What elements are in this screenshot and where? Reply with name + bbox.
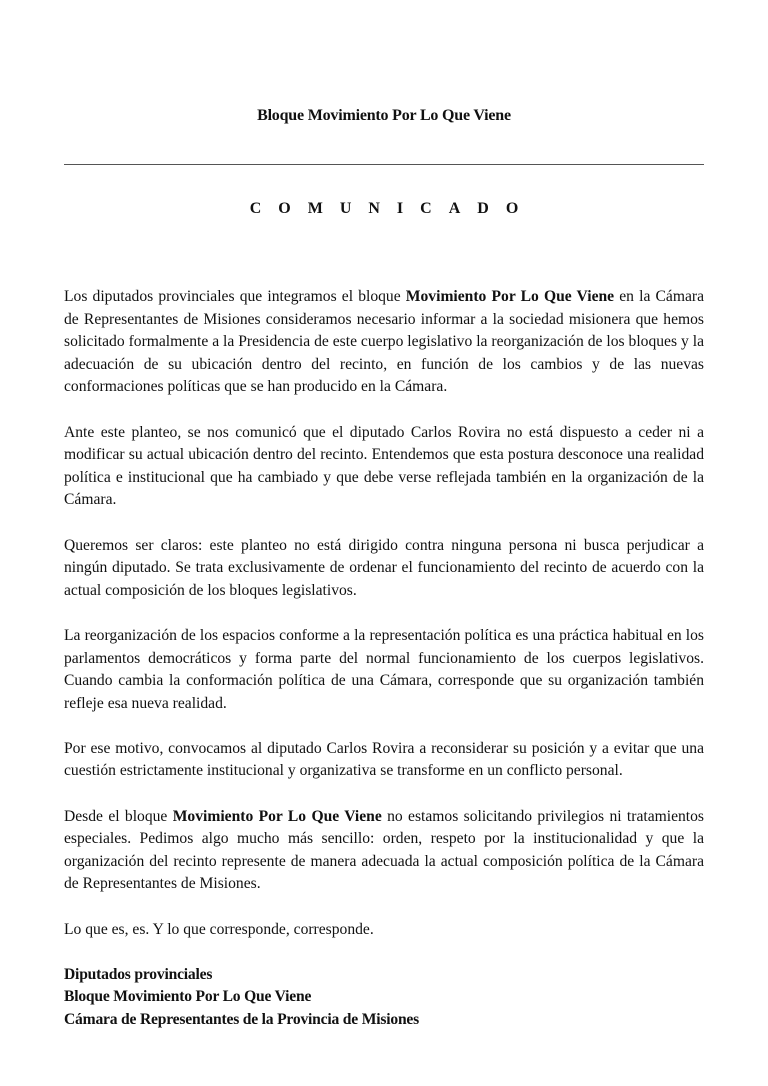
signature-block bbox=[64, 964, 704, 1032]
document-body bbox=[64, 286, 704, 1032]
paragraph-1-text-a: Los diputados provinciales que integramos el bloque bbox=[64, 288, 406, 305]
paragraph-1-bloc-name: Movimiento Por Lo Que Viene bbox=[405, 288, 615, 305]
paragraph-3: Queremos ser claros: este planteo no está dirigido contra ninguna persona ni busca perjudicar a ningún diputado. Se trata exclusivamente de ordenar el funcionamiento del recinto de acuerdo con la actual composición de los bloques legislativos. bbox=[64, 536, 704, 599]
paragraph-6-text-b: no estamos solicitando privilegios ni tratamientos especiales. Pedimos algo mucho más sencillo: orden, respeto por la institucionalidad y que la organización del recinto represente de manera adecuada la actual composición política de la Cámara de Representantes de Misiones. bbox=[64, 807, 704, 893]
paragraph-6-text-a: Desde el bloque bbox=[64, 807, 173, 825]
paragraph-2: Ante este planteo, se nos comunicó que el diputado Carlos Rovira no está dispuesto a ceder ni a modificar su actual ubicación dentro del recinto. Entendemos que esta postura desconoce una realidad política e institucional que ha cambiado y que debe verse reflejada también en la organización de la Cámara. bbox=[64, 423, 704, 509]
paragraph-1-text-b: en la Cámara de Representantes de Misiones consideramos necesario informar a la sociedad misionera que hemos solicitado formalmente a la Presidencia de este cuerpo legislativo la reorganización de los bloques y la adecuación de su ubicación dentro del recinto, en función de los cambios y de las nuevas conformaciones políticas que se han producido en la Cámara. bbox=[64, 288, 705, 396]
signature-line-1: Diputados provinciales bbox=[64, 965, 213, 983]
paragraph-1 bbox=[64, 286, 704, 399]
document-heading: COMUNICADO bbox=[249, 200, 536, 217]
header-divider bbox=[64, 164, 704, 165]
paragraph-6 bbox=[64, 806, 704, 896]
bloc-name-header: Bloque Movimiento Por Lo Que Viene bbox=[257, 107, 511, 124]
paragraph-4: La reorganización de los espacios conforme a la representación política es una práctica habitual en los parlamentos democráticos y forma parte del normal funcionamiento de los cuerpos legislativos. Cuando cambia la conformación política de una Cámara, corresponde que su organización también refleje esa nueva realidad. bbox=[64, 626, 704, 712]
signature-line-3: Cámara de Representantes de la Provincia de Misiones bbox=[64, 1011, 420, 1028]
signature-line-2: Bloque Movimiento Por Lo Que Viene bbox=[64, 988, 312, 1006]
paragraph-6-bloc-name: Movimiento Por Lo Que Viene bbox=[172, 807, 382, 825]
paragraph-5: Por ese motivo, convocamos al diputado Carlos Rovira a reconsiderar su posición y a evitar que una cuestión estrictamente institucional y organizativa se transforme en un conflicto personal. bbox=[64, 739, 704, 780]
closing-line: Lo que es, es. Y lo que corresponde, corresponde. bbox=[64, 920, 374, 938]
